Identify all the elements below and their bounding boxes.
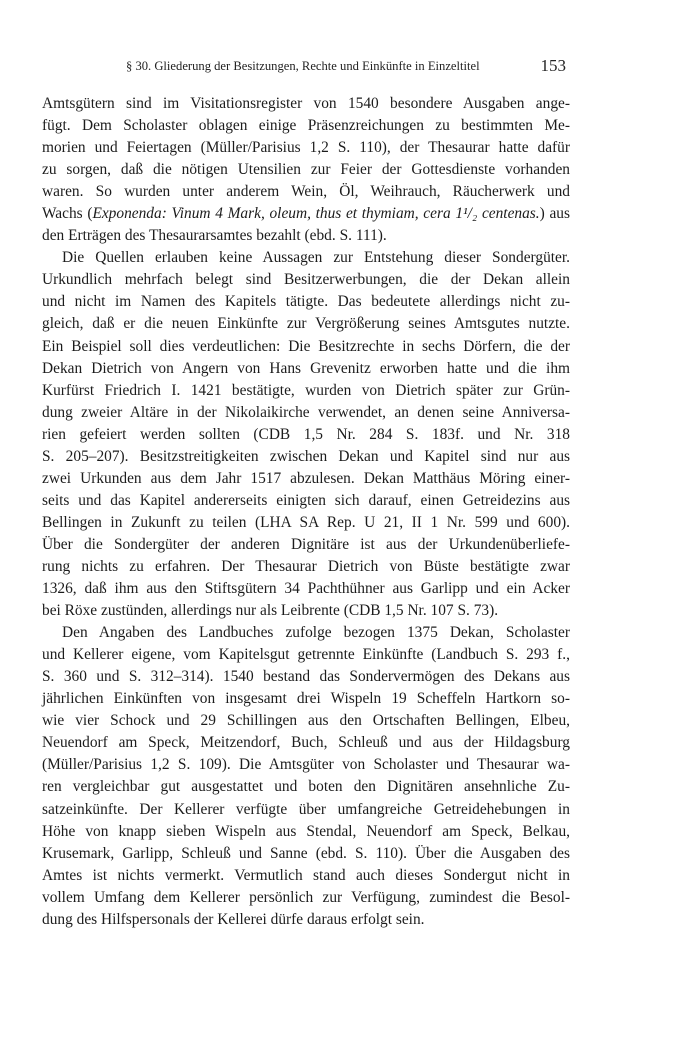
text-line: Kurfürst Friedrich I. 1421 bestätigte, wurden von Dietrich später zur Grün- — [42, 381, 570, 399]
running-title: § 30. Gliederung der Besitzungen, Rechte und Einkünfte in Einzeltitel — [126, 59, 480, 73]
text-line: Dekan Dietrich von Angern von Hans Grevenitz erworben hatte und die ihm — [42, 359, 570, 377]
text-line: S. 360 und S. 312–314). 1540 bestand das Sondervermögen des Dekans aus — [42, 668, 570, 686]
text-line: und nicht im Namen des Kapitels tätigte. Das bedeutete allerdings nicht zu- — [42, 293, 570, 311]
text-line: jährlichen Einkünften von insgesamt drei Wispeln 19 Scheffeln Hartkorn so- — [42, 690, 570, 708]
text-line: S. 205–207). Besitzstreitigkeiten zwischen Dekan und Kapitel sind nur aus — [42, 447, 570, 465]
text-line: satzeinkünfte. Der Kellerer verfügte über umfangreiche Getreidehebungen in — [42, 800, 570, 818]
text-line: wie vier Schock und 29 Schillingen aus den Ortschaften Bellingen, Elbeu, — [42, 712, 570, 730]
text-line: zu sorgen, daß die nötigen Utensilien zur Feier der Gottesdienste vorhanden — [42, 161, 570, 179]
text-fragment: Wachs ( — [42, 205, 93, 223]
text-line: den Erträgen des Thesaurarsamtes bezahlt (ebd. S. 111). — [42, 227, 387, 245]
text-line: Amtes ist nichts vermerkt. Vermutlich stand auch dieses Sondergut nicht in — [42, 866, 570, 884]
text-line: (Müller/Parisius 1,2 S. 109). Die Amtsgüter von Scholaster und Thesaurar wa- — [42, 756, 570, 774]
running-header — [42, 57, 570, 77]
paragraph-1 — [42, 93, 570, 247]
paragraph-2 — [42, 247, 570, 622]
page-number: 153 — [540, 56, 566, 75]
text-line: gleich, daß er die neuen Einkünfte zur Vergrößerung seines Amtsgutes nutzte. — [42, 315, 570, 333]
text-line: seits und das Kapitel andererseits einigten sich darauf, einen Getreidezins aus — [42, 491, 570, 509]
text-line: rien gefeiert werden sollten (CDB 1,5 Nr. 284 S. 183f. und Nr. 318 — [42, 425, 570, 443]
text-line: waren. So wurden unter anderem Wein, Öl, Weihrauch, Räucherwerk und — [42, 183, 570, 201]
text-line: Krusemark, Garlipp, Schleuß und Sanne (ebd. S. 110). Über die Ausgaben des — [42, 844, 570, 862]
text-line: dung des Hilfspersonals der Kellerei dürfe daraus erfolgt sein. — [42, 910, 425, 928]
text-line: Ein Beispiel soll dies verdeutlichen: Die Besitzrechte in sechs Dörfern, die der — [42, 337, 570, 355]
text-line: Über die Sondergüter der anderen Dignitäre ist aus der Urkundenüberliefe- — [42, 535, 570, 553]
text-line: und Kellerer eigene, vom Kapitelsgut getrennte Einkünfte (Landbuch S. 293 f., — [42, 646, 570, 664]
text-fragment: ) aus — [539, 205, 570, 223]
text-line: Amtsgütern sind im Visitationsregister von 1540 besondere Ausgaben ange- — [42, 95, 570, 112]
text-line: Neuendorf am Speck, Meitzendorf, Buch, Schleuß und aus der Hildagsburg — [42, 734, 570, 752]
text-line: Die Quellen erlauben keine Aussagen zur Entstehung dieser Sondergüter. — [62, 249, 570, 267]
text-line: Urkundlich mehrfach belegt sind Besitzerwerbungen, die der Dekan allein — [42, 271, 570, 289]
text-line: vollem Umfang dem Kellerer persönlich zur Verfügung, zumindest die Besol- — [42, 888, 570, 906]
text-line: 1326, daß ihm aus den Stiftsgütern 34 Pachthühner aus Garlipp und ein Acker — [42, 580, 570, 598]
text-line: Bellingen in Zukunft zu teilen (LHA SA Rep. U 21, II 1 Nr. 599 und 600). — [42, 513, 570, 531]
body-text — [42, 93, 570, 931]
text-line-latin-quote — [42, 203, 570, 225]
text-line: dung zweier Altäre in der Nikolaikirche verwendet, an denen seine Anniversa- — [42, 403, 570, 421]
latin-quote: Exponenda: Vinum 4 Mark, oleum, thus et thymiam, cera 1¹/₂ centenas. — [92, 205, 540, 223]
text-line: ren vergleichbar gut ausgestattet und boten den Dignitären ansehnliche Zu- — [42, 778, 570, 796]
text-line: Den Angaben des Landbuches zufolge bezogen 1375 Dekan, Scholaster — [62, 624, 570, 642]
text-line: Höhe von knapp sieben Wispeln aus Stendal, Neuendorf am Speck, Belkau, — [42, 822, 570, 840]
text-line: fügt. Dem Scholaster oblagen einige Präsenzreichungen zu bestimmten Me- — [42, 117, 570, 135]
text-line: morien und Feiertagen (Müller/Parisius 1,2 S. 110), der Thesaurar hatte dafür — [42, 139, 570, 157]
text-line: zwei Urkunden aus dem Jahr 1517 abzulesen. Dekan Matthäus Möring einer- — [42, 469, 570, 487]
text-line: bei Röxe zustünden, allerdings nur als Leibrente (CDB 1,5 Nr. 107 S. 73). — [42, 602, 499, 620]
paragraph-3 — [42, 622, 570, 931]
text-line: rung nichts zu erfahren. Der Thesaurar Dietrich von Büste bestätigte zwar — [42, 557, 570, 575]
